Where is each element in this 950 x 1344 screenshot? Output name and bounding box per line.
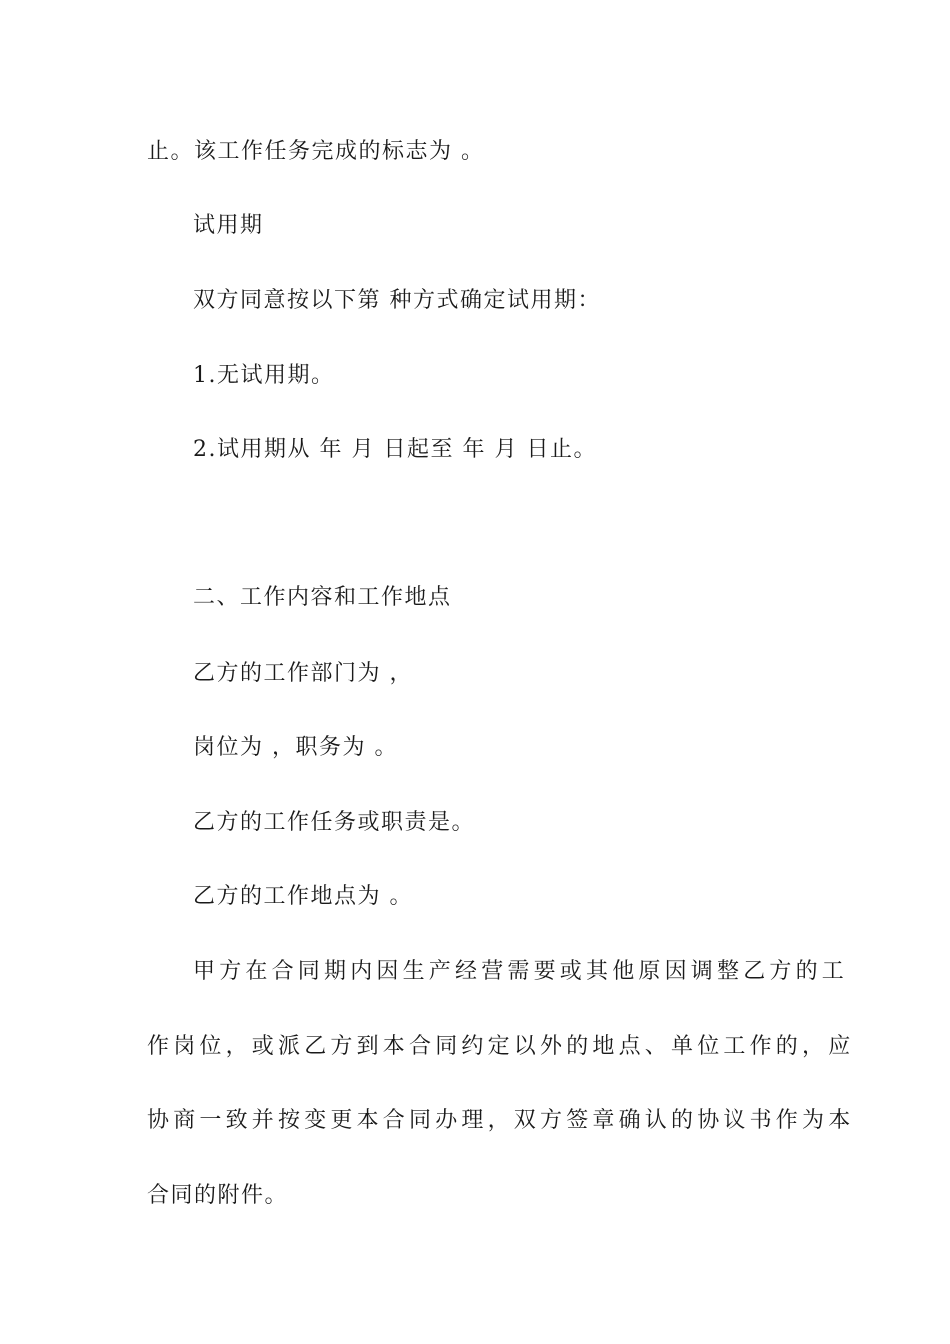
text-line-position: 岗位为 ，职务为 。 (193, 735, 398, 760)
paragraph-line-2: 作岗位，或派乙方到本合同约定以外的地点、单位工作的，应 (147, 1034, 855, 1059)
text-line-task-completion: 止。该工作任务完成的标志为 。 (147, 139, 485, 164)
heading-probation: 试用期 (193, 213, 264, 238)
text-line-probation-method: 双方同意按以下第 种方式确定试用期： (193, 288, 601, 313)
text-line-option-2: 2.试用期从 年 月 日起至 年 月 日止。 (193, 437, 597, 462)
text-line-option-1: 1.无试用期。 (193, 363, 335, 388)
paragraph-line-4: 合同的附件。 (147, 1183, 289, 1208)
text-line-department: 乙方的工作部门为 ， (193, 661, 413, 686)
section-heading-work-content: 二、工作内容和工作地点 (193, 585, 452, 610)
text-line-duties: 乙方的工作任务或职责是。 (193, 810, 476, 835)
text-line-work-location: 乙方的工作地点为 。 (193, 884, 413, 909)
paragraph-line-3: 协商一致并按变更本合同办理，双方签章确认的协议书作为本 (147, 1108, 855, 1133)
paragraph-line-1: 甲方在合同期内因生产经营需要或其他原因调整乙方的工 (193, 959, 849, 984)
